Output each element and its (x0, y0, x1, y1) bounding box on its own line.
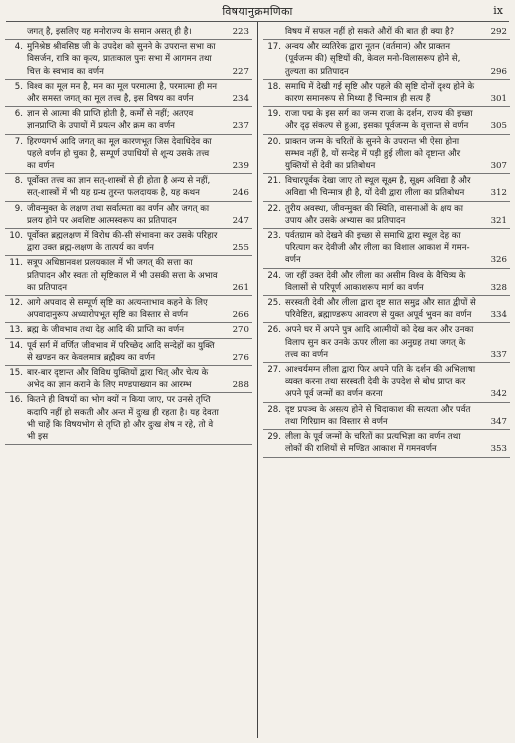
entry-text: सरस्वती देवी और लीला द्वारा दृष्ट सात समुद्र और सात द्वीपों से परिवेष्टित, ब्रह्माण्डरूप आवरण से युक्त अपूर्व भुवन का वर्णन (285, 298, 476, 321)
page-number: ix (493, 4, 503, 17)
entry-page: 276 (232, 352, 249, 363)
toc-entry (5, 297, 252, 323)
entry-text: अन्वय और व्यतिरेक द्वारा नूतन (वर्तमान) और प्राक्तन (पूर्वजन्म की) सृष्टियों की, केवल मनो-विलासरूप होने से, तुल्यता का प्रतिपादन (285, 42, 461, 77)
entry-page: 288 (232, 380, 249, 391)
entry-page: 246 (232, 188, 249, 199)
entry-number: 24. (267, 270, 281, 281)
entry-page: 321 (490, 215, 507, 226)
toc-entry (5, 203, 252, 229)
toc-entry (263, 431, 510, 457)
entry-page: 334 (490, 310, 507, 321)
entry-number: 25. (267, 298, 281, 309)
toc-entry (263, 26, 510, 40)
entry-page: 347 (490, 416, 507, 427)
toc-entry (5, 81, 252, 107)
entry-text: राजा पद्म के इस सर्ग का जन्म राजा के दर्शन, राज्य की इच्छा और दृढ़ संकल्प से हुआ, इसका पूर्वजन्म के वृत्तान्त से वर्णन (285, 109, 473, 132)
entry-page: 312 (490, 188, 507, 199)
entry-number: 14. (9, 340, 23, 351)
entry-number: 15. (9, 368, 23, 379)
entry-number: 19. (267, 109, 281, 120)
entry-text: विचारपूर्वक देखा जाए तो स्थूल सूक्ष्म है, सूक्ष्म अविद्या है और अविद्या भी चिन्मात्र ही है, यों देवी द्वारा लीला का प्रतिबोधन (285, 176, 471, 199)
entry-number: 27. (267, 365, 281, 376)
entry-text: अपने घर में अपने पुत्र आदि आत्मीयों को देख कर और उनका विलाप सुन कर उनके ऊपर लीला का अनुग्रह तथा जगत् के तत्त्व का वर्णन (285, 325, 474, 360)
entry-page: 305 (490, 121, 507, 132)
entry-number: 9. (14, 203, 23, 214)
entry-page: 266 (232, 310, 249, 321)
toc-entry (263, 175, 510, 201)
toc-entry (5, 324, 252, 338)
toc-entry (263, 270, 510, 296)
entry-text: मुनिश्रेष्ठ श्रीवसिष्ठ जी के उपदेश को सुनने के उपरान्त सभा का विसर्जन, रात्रि का कृत्य, प्रातःकाल पुनः सभा में आगमन तथा चित्त के स्वभाव का वर्णन (27, 42, 216, 77)
entry-text: कितने ही विषयों का भोग क्यों न किया जाए, पर उनसे तृप्ति कदापि नहीं हो सकती और अन्त में दुःख ही रहता है। यह देवता भी चाहें कि विषयभोग से तृप्ति हो और दुःख शेष न रहे, तो वे भी इस (27, 395, 219, 443)
toc-entry (263, 203, 510, 229)
entry-text: आश्चर्यमग्न लीला द्वारा फिर अपने पति के दर्शन की अभिलाषा व्यक्त करना तथा सरस्वती देवी के उपदेश से बोध प्राप्त कर अपने पूर्व जन्मों का वर्णन करना (285, 365, 476, 400)
entry-number: 8. (14, 176, 23, 187)
entry-page: 270 (232, 325, 249, 336)
toc-entry (5, 367, 252, 393)
toc-entry (263, 297, 510, 323)
entry-number: 22. (267, 203, 281, 214)
entry-text: पूर्वोक्त ब्रह्मलक्षण में विरोध की-सी संभावना कर उसके परिहार द्वारा उक्त ब्रह्म-लक्षण के तात्पर्य का वर्णन (27, 231, 218, 254)
entry-number: 10. (9, 231, 23, 242)
entry-text: ब्रह्म के जीवभाव तथा देह आदि की प्राप्ति का वर्णन (27, 325, 185, 336)
toc-entry (5, 257, 252, 296)
entry-text: प्राक्तन जन्म के चरितों के सुनने के उपरान्त भी ऐसा होना सम्भव नहीं है, यों सन्देह में पड़ी हुई लीला को दृष्टान्त और युक्तियों से देवी का प्रतिबोधन (285, 136, 461, 172)
entry-page: 261 (232, 282, 249, 293)
entry-text: हिरण्यगर्भ आदि जगत् का मूल कारणभूत जिस देवाधिदेव का पहले वर्णन हो चुका है, सम्पूर्ण उपाधियों से शून्य उसके तत्त्व का वर्णन (27, 136, 212, 172)
entry-text: पूर्वोक्त तत्त्व का ज्ञान सत्-शास्त्रों से ही होता है अन्य से नहीं, सत्-शास्त्रों में भी यह ग्रन्थ तुरन्त फलदायक है, यह कथन (27, 176, 211, 199)
page-title: विषयानुक्रमणिका (222, 5, 293, 18)
toc-entry (5, 394, 252, 445)
entry-number: 5. (14, 81, 23, 92)
entry-page: 223 (232, 27, 249, 37)
entry-page: 326 (490, 255, 507, 266)
entry-number: 4. (14, 42, 23, 53)
entry-number: 18. (267, 81, 281, 92)
toc-entry (5, 175, 252, 201)
entry-text: ज्ञान से आत्मा की प्राप्ति होती है, कर्मों से नहीं; अतएव ज्ञानप्राप्ति के उपायों में प्रयत्न और क्रम का वर्णन (27, 109, 194, 132)
entry-number: 20. (267, 136, 281, 147)
entry-page: 328 (490, 282, 507, 293)
toc-entry (263, 108, 510, 134)
entry-text: समाधि में देखी गई सृष्टि और पहले की सृष्टि दोनों दृश्य होने के कारण समानरूप से मिथ्या हैं चिन्मात्र ही सत्य हैं (285, 81, 475, 105)
entry-page: 307 (490, 161, 507, 172)
toc-entry (263, 136, 510, 175)
toc-entry (5, 108, 252, 134)
entry-text: जा रहीं उक्त देवी और लीला का असीम विश्व के वैचित्र्य के विलासों से परिपूर्ण आकाशरूप मार्ग का वर्णन (285, 270, 466, 293)
toc-entry (5, 26, 252, 40)
entry-text: विश्व का मूल मन है, मन का मूल परमात्मा है, परमात्मा ही मन और समस्त जगत् का मूल तत्त्व है, इस विषय का वर्णन (27, 81, 217, 105)
entry-page: 353 (490, 444, 507, 455)
entry-text: जगत् है, इसलिए यह मनोराज्य के समान असत् ही है। (27, 27, 192, 37)
toc-entry (5, 340, 252, 366)
toc-entry (263, 404, 510, 430)
entry-number: 7. (14, 136, 23, 147)
entry-number: 11. (9, 258, 23, 269)
entry-text: लीला के पूर्व जन्मों के चरितों का प्रत्यभिज्ञा का वर्णन तथा लोकों की राशियों से मण्डित आकाश में गमनवर्णन (285, 432, 461, 455)
toc-entry (5, 230, 252, 256)
toc-entry (263, 41, 510, 80)
entry-page: 247 (232, 215, 249, 226)
entry-number: 23. (267, 231, 281, 242)
entry-text: विषय में सफल नहीं हो सकते औरों की बात ही क्या है? (285, 27, 455, 37)
page-header (0, 0, 515, 22)
entry-page: 337 (490, 349, 507, 360)
entry-number: 12. (9, 298, 23, 309)
left-column (5, 26, 252, 738)
right-column (263, 26, 510, 738)
entry-number: 28. (267, 404, 281, 415)
toc-entry (5, 41, 252, 80)
entry-text: बार-बार दृष्टान्त और विविध युक्तियों द्वारा चित् और चेत्य के अभेद का ज्ञान कराने के लिए मण्डपाख्यान का आरम्भ (27, 368, 209, 391)
toc-entry (263, 81, 510, 107)
entry-page: 296 (490, 66, 507, 77)
entry-text: दृष्ट प्रपञ्च के असत्य होने से चिदाकाश की सत्यता और पर्वत तथा गिरिग्राम का विस्तार से वर्णन (285, 404, 471, 427)
entry-page: 342 (490, 389, 507, 400)
entry-text: पर्वतग्राम को देखने की इच्छा से समाधि द्वारा स्थूल देह का परित्याग कर देवीजी और लीला का विशाल आकाश में गमन-वर्णन (285, 231, 470, 266)
entry-number: 6. (14, 109, 23, 120)
toc-entry (263, 230, 510, 269)
toc-entry (263, 324, 510, 363)
entry-number: 13. (9, 325, 23, 336)
entry-number: 21. (267, 176, 281, 187)
entry-page: 255 (232, 243, 249, 254)
entry-text: आगे अपवाद से सम्पूर्ण सृष्टि का अत्यन्ताभाव कहने के लिए अपवादानुरूप अध्यारोपभूत सृष्टि का विस्तार से वर्णन (27, 298, 208, 321)
entry-number: 26. (267, 325, 281, 336)
entry-page: 239 (232, 161, 249, 172)
entry-number: 16. (9, 395, 23, 406)
entry-page: 301 (490, 94, 507, 105)
toc-entry (5, 136, 252, 175)
entry-text: जीवन्मुक्त के लक्षण तथा सर्वात्मता का वर्णन और जगत् का प्रलय होने पर अवशिष्ट आत्मस्वरूप का प्रतिपादन (27, 203, 210, 226)
entry-number: 17. (267, 42, 281, 53)
entry-page: 237 (232, 121, 249, 132)
entry-number: 29. (267, 432, 281, 443)
toc-entry (263, 364, 510, 403)
entry-text: सत्रूप अधिष्ठानवश प्रलयकाल में भी जगत् की सत्ता का प्रतिपादन और स्वतः तो सृष्टिकाल में भी उसकी सत्ता के अभाव का प्रतिपादन (27, 258, 218, 293)
entry-text: तुरीय अवस्था, जीवन्मुक्त की स्थिति, वासनाओं के क्षय का उपाय और उसके अभ्यास का प्रतिपादन (285, 203, 463, 226)
entry-page: 227 (232, 66, 249, 77)
entry-text: पूर्व सर्ग में वर्णित जीवभाव में परिच्छेद आदि सन्देहों का युक्ति से खण्डन कर केवलमात्र ब्रह्मैक्य का वर्णन (27, 340, 215, 363)
entry-page: 234 (232, 94, 249, 105)
entry-page: 292 (490, 27, 507, 37)
column-divider (257, 22, 258, 738)
